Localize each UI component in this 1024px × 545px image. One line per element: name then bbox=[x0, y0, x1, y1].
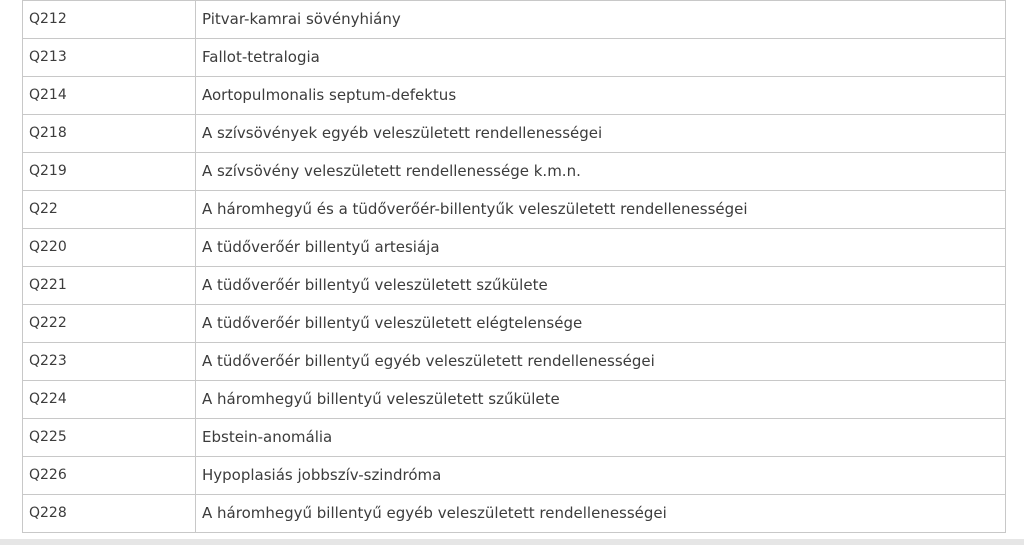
table-row bbox=[23, 191, 1006, 229]
icd-code-table-container bbox=[22, 0, 1006, 533]
description-cell: Fallot-tetralogia bbox=[196, 39, 1006, 77]
table-row bbox=[23, 115, 1006, 153]
code-cell: Q228 bbox=[23, 495, 196, 533]
code-cell: Q213 bbox=[23, 39, 196, 77]
table-row bbox=[23, 343, 1006, 381]
description-cell: A háromhegyű billentyű veleszületett szűkülete bbox=[196, 381, 1006, 419]
description-cell: A háromhegyű billentyű egyéb veleszületett rendellenességei bbox=[196, 495, 1006, 533]
code-cell: Q225 bbox=[23, 419, 196, 457]
icd-code-table bbox=[22, 0, 1006, 533]
table-row bbox=[23, 1, 1006, 39]
description-cell: Pitvar-kamrai sövényhiány bbox=[196, 1, 1006, 39]
table-row bbox=[23, 229, 1006, 267]
table-row bbox=[23, 77, 1006, 115]
description-cell: A tüdőverőér billentyű veleszületett elégtelensége bbox=[196, 305, 1006, 343]
description-cell: A háromhegyű és a tüdőverőér-billentyűk veleszületett rendellenességei bbox=[196, 191, 1006, 229]
code-cell: Q222 bbox=[23, 305, 196, 343]
table-row bbox=[23, 39, 1006, 77]
description-cell: A tüdőverőér billentyű veleszületett szűkülete bbox=[196, 267, 1006, 305]
code-cell: Q221 bbox=[23, 267, 196, 305]
table-row bbox=[23, 419, 1006, 457]
table-row bbox=[23, 495, 1006, 533]
description-cell: A szívsövény veleszületett rendellenessége k.m.n. bbox=[196, 153, 1006, 191]
description-cell: Ebstein-anomália bbox=[196, 419, 1006, 457]
code-cell: Q214 bbox=[23, 77, 196, 115]
description-cell: Hypoplasiás jobbszív-szindróma bbox=[196, 457, 1006, 495]
table-row bbox=[23, 457, 1006, 495]
table-row bbox=[23, 267, 1006, 305]
code-cell: Q223 bbox=[23, 343, 196, 381]
horizontal-scrollbar[interactable] bbox=[0, 539, 1024, 545]
description-cell: A szívsövények egyéb veleszületett rendellenességei bbox=[196, 115, 1006, 153]
code-cell: Q226 bbox=[23, 457, 196, 495]
description-cell: Aortopulmonalis septum-defektus bbox=[196, 77, 1006, 115]
code-cell: Q212 bbox=[23, 1, 196, 39]
table-row bbox=[23, 381, 1006, 419]
code-cell: Q22 bbox=[23, 191, 196, 229]
code-cell: Q224 bbox=[23, 381, 196, 419]
code-cell: Q219 bbox=[23, 153, 196, 191]
description-cell: A tüdőverőér billentyű artesiája bbox=[196, 229, 1006, 267]
table-row bbox=[23, 305, 1006, 343]
code-cell: Q218 bbox=[23, 115, 196, 153]
table-row bbox=[23, 153, 1006, 191]
description-cell: A tüdőverőér billentyű egyéb veleszületett rendellenességei bbox=[196, 343, 1006, 381]
code-cell: Q220 bbox=[23, 229, 196, 267]
